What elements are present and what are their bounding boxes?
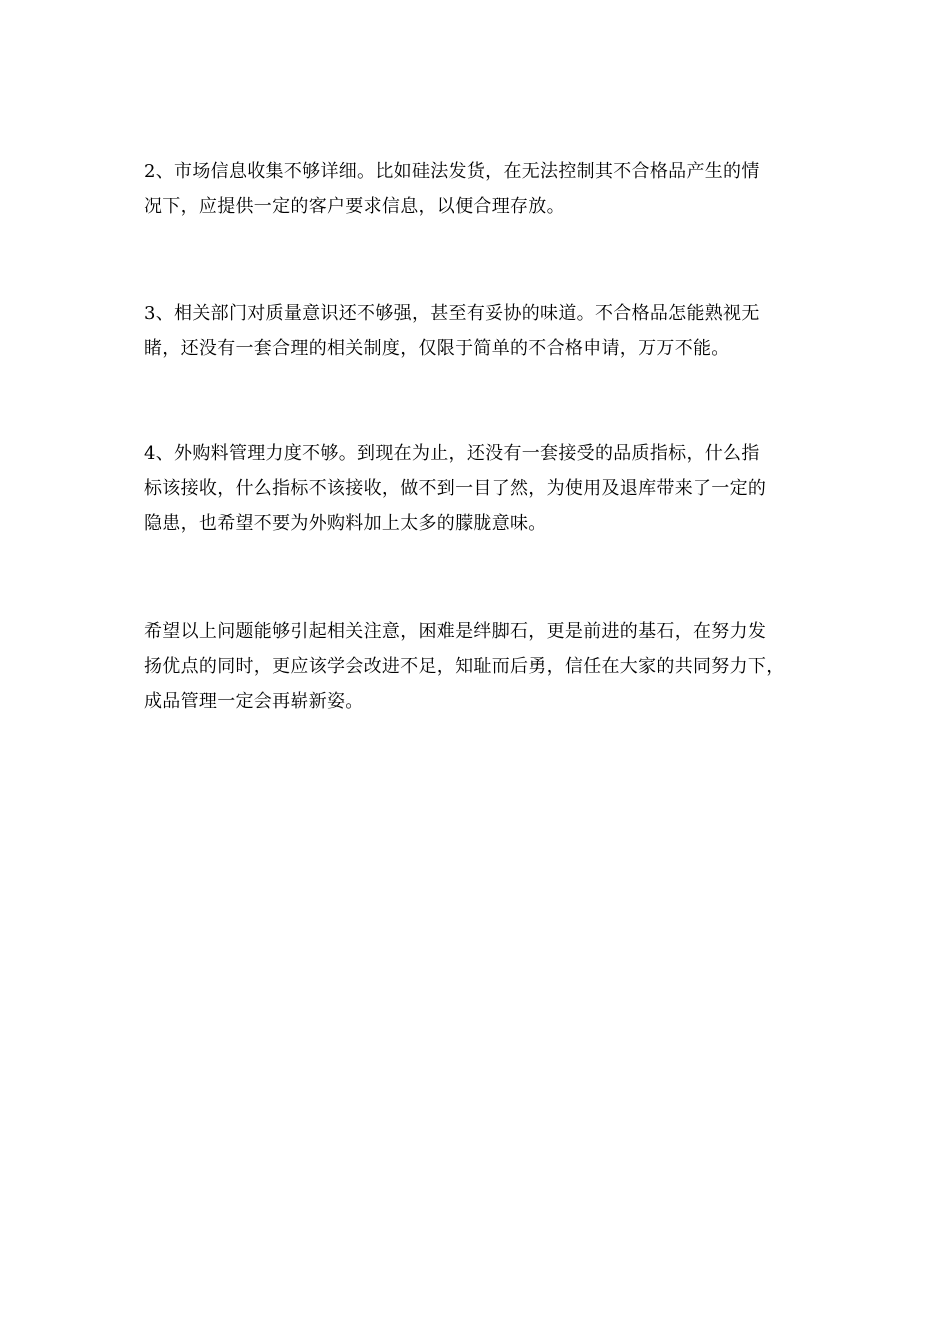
paragraph-conclusion [144,614,806,719]
paragraph-line: 隐患，也希望不要为外购料加上太多的朦胧意味。 [144,513,547,534]
paragraph-line: 希望以上问题能够引起相关注意，困难是绊脚石，更是前进的基石，在努力发 [144,621,767,642]
paragraph-line: 2、市场信息收集不够详细。比如硅法发货，在无法控制其不合格品产生的情 [144,161,760,182]
paragraph-line: 睹，还没有一套合理的相关制度，仅限于简单的不合格申请，万万不能。 [144,338,730,359]
paragraph-4-purchased-materials [144,436,806,541]
paragraph-3-quality-awareness [144,296,806,366]
paragraph-line: 况下，应提供一定的客户要求信息，以便合理存放。 [144,196,565,217]
paragraph-line: 3、相关部门对质量意识还不够强，甚至有妥协的味道。不合格品怎能熟视无 [144,303,760,324]
paragraph-line: 扬优点的同时，更应该学会改进不足，知耻而后勇，信任在大家的共同努力下， [144,656,785,677]
paragraph-line: 标该接收，什么指标不该接收，做不到一目了然，为使用及退库带来了一定的 [144,478,767,499]
paragraph-2-market-info [144,154,806,224]
paragraph-line: 成品管理一定会再崭新姿。 [144,691,364,712]
paragraph-line: 4、外购料管理力度不够。到现在为止，还没有一套接受的品质指标，什么指 [144,443,760,464]
